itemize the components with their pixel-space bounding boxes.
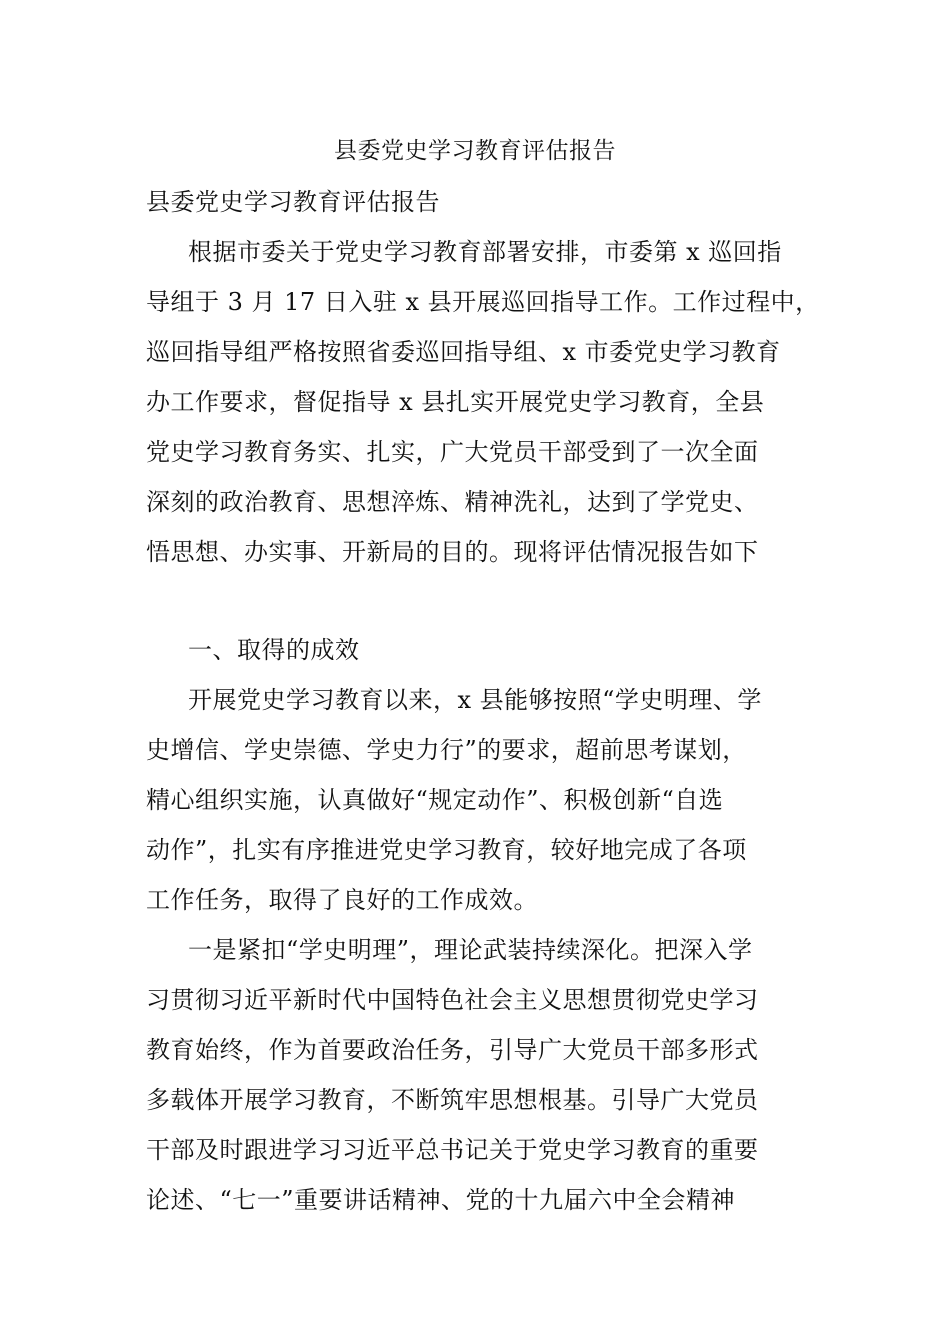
intro-paragraph [146,227,820,577]
document-subtitle-block [146,177,816,227]
section-1-line: 动作”，扎实有序推进党史学习教育，较好地完成了各项 [146,836,747,864]
section-1-line: 史增信、学史崇德、学史力行”的要求，超前思考谋划， [146,736,747,764]
section-1-paragraph [146,675,816,925]
point-1-line: 一是紧扣“学史明理”，理论武装持续深化。把深入学 [188,936,753,964]
point-1-line: 干部及时跟进学习习近平总书记关于党史学习教育的重要 [146,1136,759,1164]
section-1-line: 工作任务，取得了良好的工作成效。 [146,886,538,914]
section-1-line: 精心组织实施，认真做好“规定动作”、积极创新“自选 [146,786,724,814]
intro-line: 巡回指导组严格按照省委巡回指导组、x 市委党史学习教育 [146,338,781,366]
section-1-heading-block [146,625,816,675]
intro-line: 导组于 3 月 17 日入驻 x 县开展巡回指导工作。工作过程中， [146,288,820,316]
point-1-line: 多载体开展学习教育，不断筑牢思想根基。引导广大党员 [146,1086,759,1114]
point-1-line: 教育始终，作为首要政治任务，引导广大党员干部多形式 [146,1036,759,1064]
document-title: 县委党史学习教育评估报告 [334,138,616,164]
intro-line: 党史学习教育务实、扎实，广大党员干部受到了一次全面 [146,438,759,466]
point-1-line: 习贯彻习近平新时代中国特色社会主义思想贯彻党史学习 [146,986,759,1014]
intro-line: 根据市委关于党史学习教育部署安排，市委第 x 巡回指 [188,238,782,266]
intro-line: 深刻的政治教育、思想淬炼、精神洗礼，达到了学党史、 [146,488,759,516]
point-1-paragraph [146,925,816,1225]
intro-line: 悟思想、办实事、开新局的目的。现将评估情况报告如下 [146,538,759,566]
document-subtitle: 县委党史学习教育评估报告 [146,188,440,216]
point-1-line: 论述、“七一”重要讲话精神、党的十九届六中全会精神 [146,1186,736,1214]
intro-line: 办工作要求，督促指导 x 县扎实开展党史学习教育，全县 [146,388,765,416]
section-1-line: 开展党史学习教育以来，x 县能够按照“学史明理、学 [188,686,762,714]
section-1-heading: 一、取得的成效 [188,636,360,664]
